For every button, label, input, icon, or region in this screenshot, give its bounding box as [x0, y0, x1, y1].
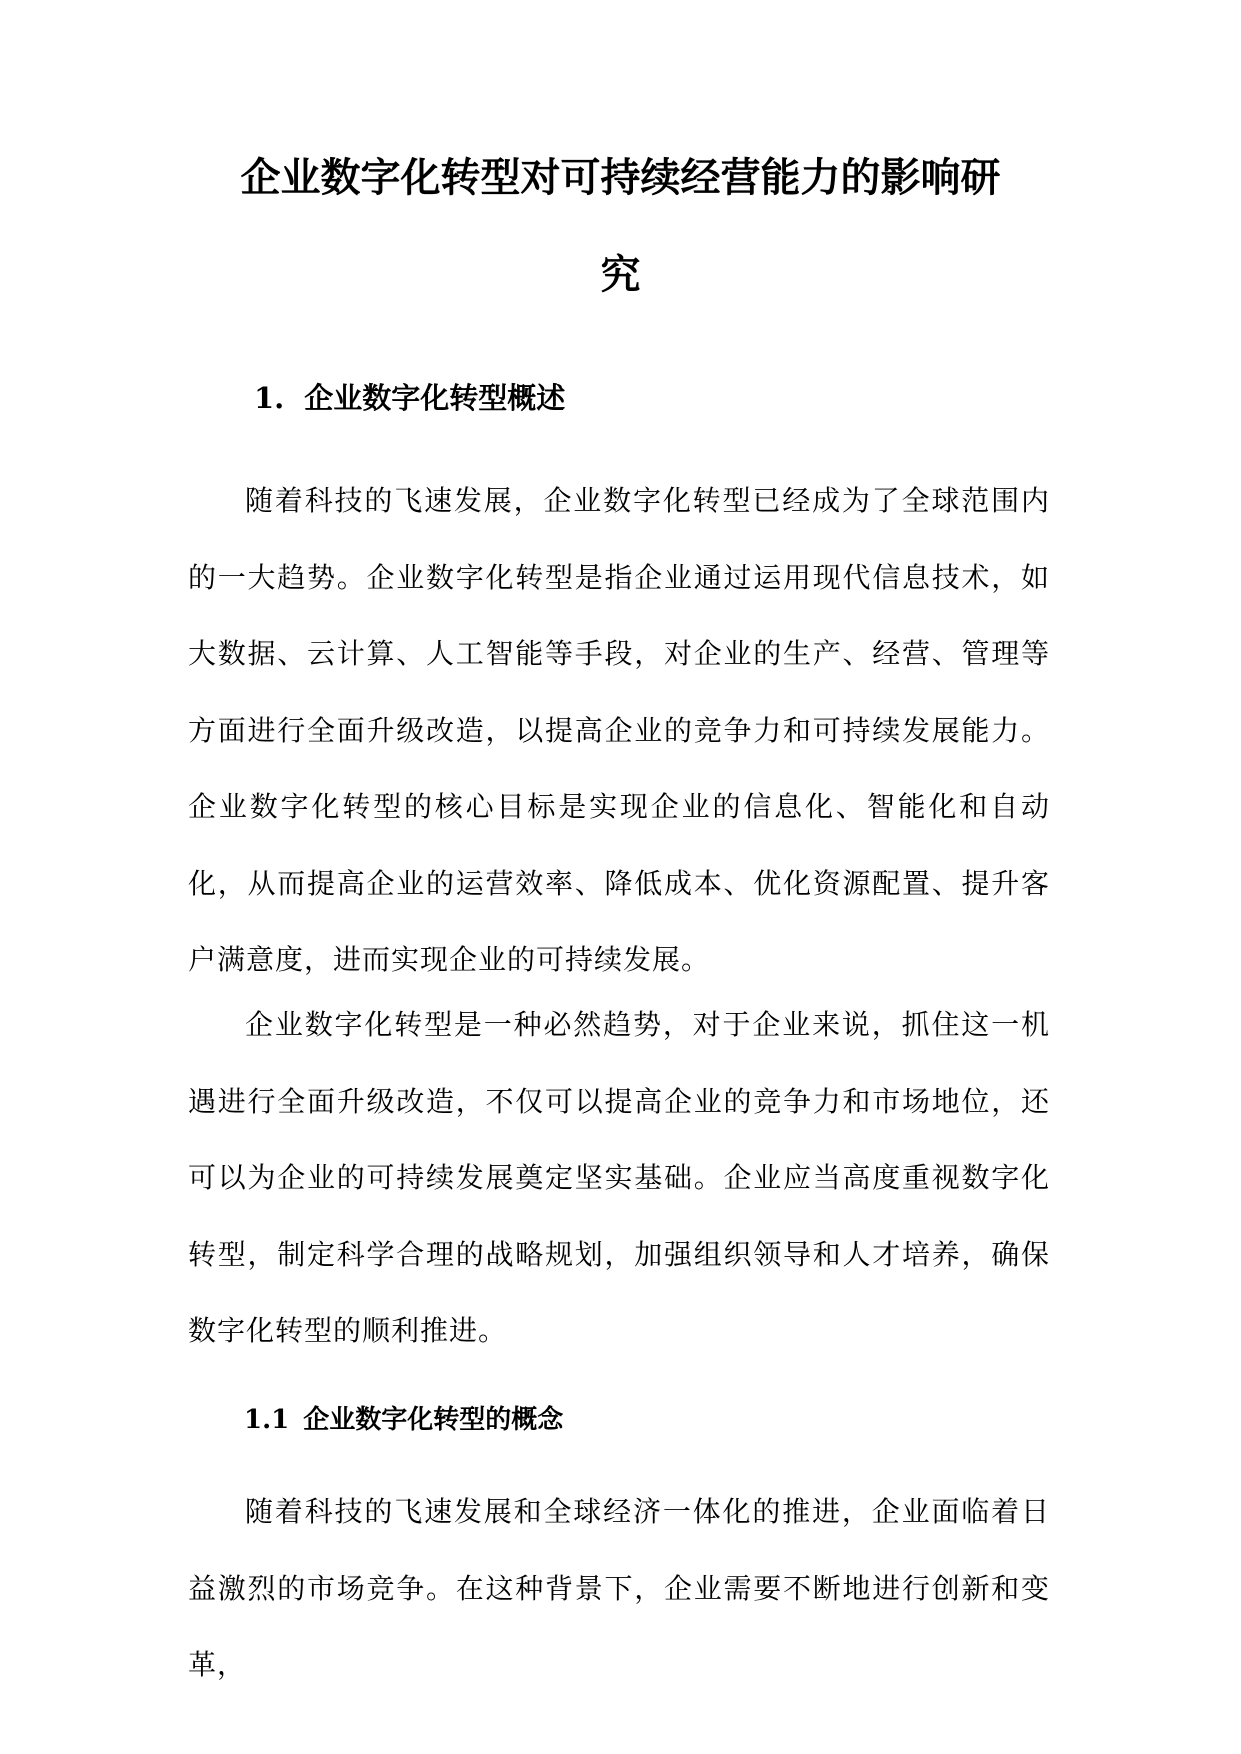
section-1-1-number: 1.1 — [244, 1405, 290, 1435]
section-1-1-paragraph-1: 随着科技的飞速发展和全球经济一体化的推进，企业面临着日益激烈的市场竞争。在这种背景下，企业需要不断地进行创新和变革， — [188, 1495, 1050, 1681]
section-1-1-heading — [244, 1403, 563, 1437]
document-title-line-2: 究 — [600, 251, 641, 298]
section-1-heading — [254, 380, 565, 416]
section-1-title: 企业数字化转型概述 — [304, 381, 566, 415]
document-title-line-1: 企业数字化转型对可持续经营能力的影响研 — [240, 154, 1001, 201]
section-1-1-title: 企业数字化转型的概念 — [303, 1405, 564, 1435]
section-1-paragraph-1: 随着科技的飞速发展，企业数字化转型已经成为了全球范围内的一大趋势。企业数字化转型是指企业通过运用现代信息技术，如大数据、云计算、人工智能等手段，对企业的生产、经营、管理等方面进行全面升级改造，以提高企业的竞争力和可持续发展能力。企业数字化转型的核心目标是实现企业的信息化、智能化和自动化，从而提高企业的运营效率、降低成本、优化资源配置、提升客户满意度，进而实现企业的可持续发展。 — [188, 484, 1050, 976]
section-1-number: 1. — [254, 381, 285, 415]
section-1-paragraph-2: 企业数字化转型是一种必然趋势，对于企业来说，抓住这一机遇进行全面升级改造，不仅可以提高企业的竞争力和市场地位，还可以为企业的可持续发展奠定坚实基础。企业应当高度重视数字化转型，制定科学合理的战略规划，加强组织领导和人才培养，确保数字化转型的顺利推进。 — [188, 1008, 1050, 1347]
